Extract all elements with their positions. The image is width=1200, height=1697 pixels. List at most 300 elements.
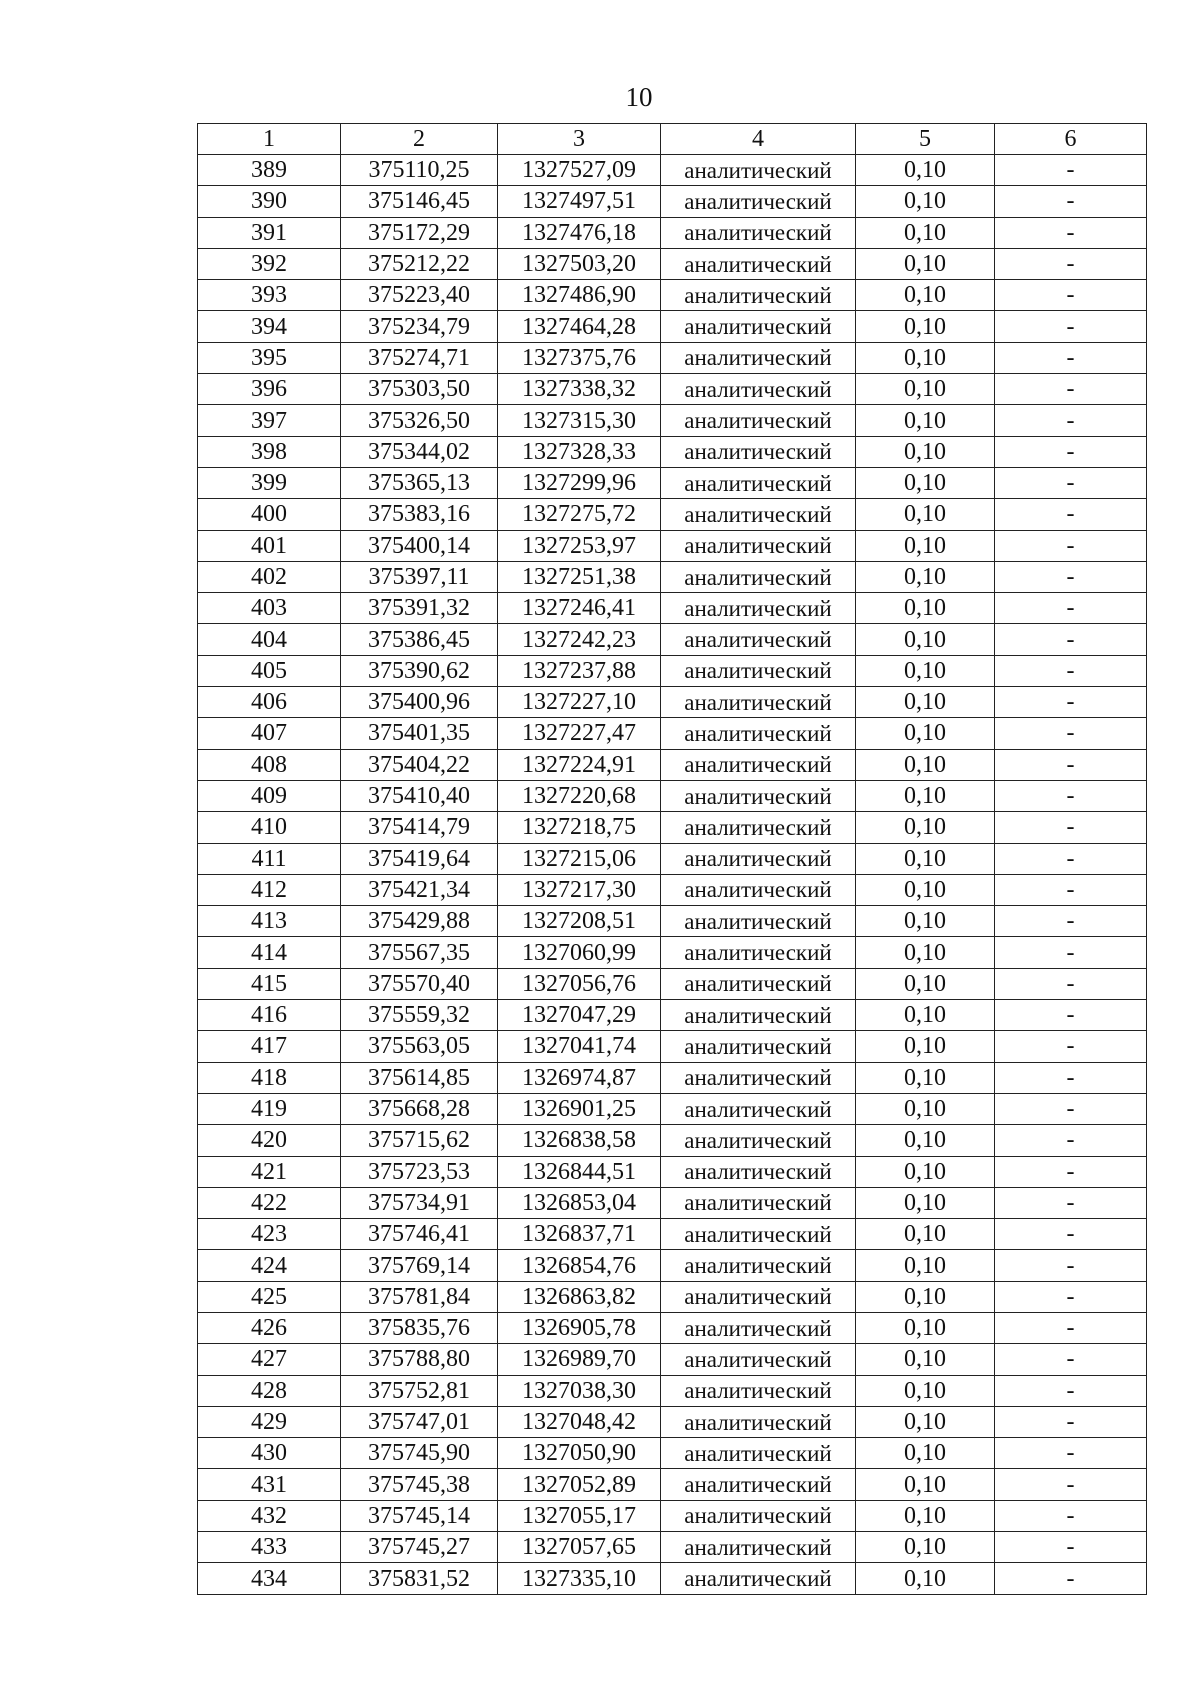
y-coordinate-cell: 1326974,87 [498,1062,661,1093]
y-coordinate-cell: 1327486,90 [498,280,661,311]
description-cell: - [995,906,1147,937]
point-number-cell: 426 [198,1312,341,1343]
description-cell: - [995,1312,1147,1343]
y-coordinate-cell: 1327038,30 [498,1375,661,1406]
y-coordinate-cell: 1327048,42 [498,1406,661,1437]
method-cell: аналитический [661,968,856,999]
x-coordinate-cell: 375429,88 [341,906,498,937]
accuracy-cell: 0,10 [856,186,995,217]
method-cell: аналитический [661,217,856,248]
accuracy-cell: 0,10 [856,374,995,405]
accuracy-cell: 0,10 [856,937,995,968]
y-coordinate-cell: 1327464,28 [498,311,661,342]
accuracy-cell: 0,10 [856,1187,995,1218]
accuracy-cell: 0,10 [856,1156,995,1187]
point-number-cell: 428 [198,1375,341,1406]
x-coordinate-cell: 375567,35 [341,937,498,968]
table-row [198,1125,1147,1156]
point-number-cell: 413 [198,906,341,937]
method-cell: аналитический [661,374,856,405]
table-row [198,405,1147,436]
table-row [198,186,1147,217]
table-row [198,1250,1147,1281]
point-number-cell: 394 [198,311,341,342]
x-coordinate-cell: 375747,01 [341,1406,498,1437]
method-cell: аналитический [661,1532,856,1563]
x-coordinate-cell: 375223,40 [341,280,498,311]
description-cell: - [995,1438,1147,1469]
table-row [198,1469,1147,1500]
method-cell: аналитический [661,1281,856,1312]
table-row [198,1406,1147,1437]
table-row [198,467,1147,498]
point-number-cell: 392 [198,248,341,279]
x-coordinate-cell: 375715,62 [341,1125,498,1156]
method-cell: аналитический [661,874,856,905]
y-coordinate-cell: 1326989,70 [498,1344,661,1375]
description-cell: - [995,1093,1147,1124]
accuracy-cell: 0,10 [856,1125,995,1156]
x-coordinate-cell: 375421,34 [341,874,498,905]
x-coordinate-cell: 375386,45 [341,624,498,655]
y-coordinate-cell: 1327224,91 [498,749,661,780]
method-cell: аналитический [661,1250,856,1281]
point-number-cell: 391 [198,217,341,248]
y-coordinate-cell: 1327056,76 [498,968,661,999]
y-coordinate-cell: 1327527,09 [498,155,661,186]
point-number-cell: 410 [198,812,341,843]
x-coordinate-cell: 375326,50 [341,405,498,436]
description-cell: - [995,1406,1147,1437]
table-row [198,1062,1147,1093]
point-number-cell: 419 [198,1093,341,1124]
x-coordinate-cell: 375365,13 [341,467,498,498]
description-cell: - [995,280,1147,311]
accuracy-cell: 0,10 [856,1000,995,1031]
y-coordinate-cell: 1326853,04 [498,1187,661,1218]
method-cell: аналитический [661,624,856,655]
x-coordinate-cell: 375172,29 [341,217,498,248]
x-coordinate-cell: 375146,45 [341,186,498,217]
table-row [198,280,1147,311]
y-coordinate-cell: 1326854,76 [498,1250,661,1281]
accuracy-cell: 0,10 [856,749,995,780]
description-cell: - [995,1187,1147,1218]
point-number-cell: 390 [198,186,341,217]
x-coordinate-cell: 375734,91 [341,1187,498,1218]
table-row [198,624,1147,655]
y-coordinate-cell: 1327503,20 [498,248,661,279]
y-coordinate-cell: 1327237,88 [498,655,661,686]
accuracy-cell: 0,10 [856,1344,995,1375]
table-row [198,1438,1147,1469]
description-cell: - [995,655,1147,686]
method-cell: аналитический [661,1406,856,1437]
table-row [198,968,1147,999]
method-cell: аналитический [661,1375,856,1406]
table-row [198,843,1147,874]
accuracy-cell: 0,10 [856,499,995,530]
point-number-cell: 433 [198,1532,341,1563]
accuracy-cell: 0,10 [856,248,995,279]
point-number-cell: 395 [198,342,341,373]
description-cell: - [995,1000,1147,1031]
x-coordinate-cell: 375400,96 [341,687,498,718]
method-cell: аналитический [661,1062,856,1093]
description-cell: - [995,937,1147,968]
point-number-cell: 425 [198,1281,341,1312]
x-coordinate-cell: 375769,14 [341,1250,498,1281]
point-number-cell: 404 [198,624,341,655]
table-row [198,1219,1147,1250]
table-row [198,1375,1147,1406]
point-number-cell: 431 [198,1469,341,1500]
method-cell: аналитический [661,1093,856,1124]
point-number-cell: 416 [198,1000,341,1031]
description-cell: - [995,1344,1147,1375]
point-number-cell: 409 [198,780,341,811]
y-coordinate-cell: 1326901,25 [498,1093,661,1124]
x-coordinate-cell: 375391,32 [341,593,498,624]
point-number-cell: 421 [198,1156,341,1187]
table-row [198,1312,1147,1343]
accuracy-cell: 0,10 [856,530,995,561]
method-cell: аналитический [661,1125,856,1156]
x-coordinate-cell: 375668,28 [341,1093,498,1124]
y-coordinate-cell: 1327220,68 [498,780,661,811]
description-cell: - [995,436,1147,467]
description-cell: - [995,499,1147,530]
table-row [198,436,1147,467]
point-number-cell: 424 [198,1250,341,1281]
accuracy-cell: 0,10 [856,687,995,718]
description-cell: - [995,1563,1147,1594]
accuracy-cell: 0,10 [856,1438,995,1469]
x-coordinate-cell: 375723,53 [341,1156,498,1187]
x-coordinate-cell: 375745,90 [341,1438,498,1469]
x-coordinate-cell: 375274,71 [341,342,498,373]
point-number-cell: 434 [198,1563,341,1594]
point-number-cell: 389 [198,155,341,186]
y-coordinate-cell: 1327055,17 [498,1500,661,1531]
method-cell: аналитический [661,1438,856,1469]
y-coordinate-cell: 1326844,51 [498,1156,661,1187]
description-cell: - [995,687,1147,718]
accuracy-cell: 0,10 [856,1532,995,1563]
y-coordinate-cell: 1327335,10 [498,1563,661,1594]
method-cell: аналитический [661,561,856,592]
x-coordinate-cell: 375383,16 [341,499,498,530]
x-coordinate-cell: 375401,35 [341,718,498,749]
accuracy-cell: 0,10 [856,906,995,937]
method-cell: аналитический [661,1469,856,1500]
y-coordinate-cell: 1327227,47 [498,718,661,749]
accuracy-cell: 0,10 [856,342,995,373]
description-cell: - [995,1062,1147,1093]
x-coordinate-cell: 375752,81 [341,1375,498,1406]
description-cell: - [995,530,1147,561]
method-cell: аналитический [661,1219,856,1250]
description-cell: - [995,561,1147,592]
description-cell: - [995,812,1147,843]
method-cell: аналитический [661,687,856,718]
method-cell: аналитический [661,186,856,217]
y-coordinate-cell: 1327215,06 [498,843,661,874]
x-coordinate-cell: 375344,02 [341,436,498,467]
point-number-cell: 396 [198,374,341,405]
y-coordinate-cell: 1327242,23 [498,624,661,655]
accuracy-cell: 0,10 [856,217,995,248]
description-cell: - [995,1281,1147,1312]
description-cell: - [995,1156,1147,1187]
x-coordinate-cell: 375410,40 [341,780,498,811]
accuracy-cell: 0,10 [856,1563,995,1594]
point-number-cell: 415 [198,968,341,999]
method-cell: аналитический [661,530,856,561]
x-coordinate-cell: 375745,38 [341,1469,498,1500]
point-number-cell: 429 [198,1406,341,1437]
x-coordinate-cell: 375419,64 [341,843,498,874]
accuracy-cell: 0,10 [856,874,995,905]
table-row [198,1187,1147,1218]
table-row [198,749,1147,780]
point-number-cell: 422 [198,1187,341,1218]
accuracy-cell: 0,10 [856,780,995,811]
table-row [198,780,1147,811]
y-coordinate-cell: 1327208,51 [498,906,661,937]
table-row [198,655,1147,686]
y-coordinate-cell: 1327275,72 [498,499,661,530]
table-row [198,593,1147,624]
table-row [198,1500,1147,1531]
point-number-cell: 417 [198,1031,341,1062]
method-cell: аналитический [661,280,856,311]
y-coordinate-cell: 1327328,33 [498,436,661,467]
description-cell: - [995,1031,1147,1062]
y-coordinate-cell: 1327047,29 [498,1000,661,1031]
method-cell: аналитический [661,1500,856,1531]
point-number-cell: 397 [198,405,341,436]
x-coordinate-cell: 375835,76 [341,1312,498,1343]
method-cell: аналитический [661,1187,856,1218]
table-row [198,217,1147,248]
x-coordinate-cell: 375397,11 [341,561,498,592]
point-number-cell: 420 [198,1125,341,1156]
description-cell: - [995,155,1147,186]
method-cell: аналитический [661,1563,856,1594]
description-cell: - [995,467,1147,498]
x-coordinate-cell: 375400,14 [341,530,498,561]
table-row [198,1156,1147,1187]
x-coordinate-cell: 375570,40 [341,968,498,999]
column-header-y: 3 [498,124,661,155]
table-row [198,499,1147,530]
point-number-cell: 411 [198,843,341,874]
x-coordinate-cell: 375404,22 [341,749,498,780]
x-coordinate-cell: 375788,80 [341,1344,498,1375]
point-number-cell: 400 [198,499,341,530]
y-coordinate-cell: 1327217,30 [498,874,661,905]
y-coordinate-cell: 1327057,65 [498,1532,661,1563]
y-coordinate-cell: 1326905,78 [498,1312,661,1343]
page-number: 10 [625,82,653,112]
x-coordinate-cell: 375781,84 [341,1281,498,1312]
method-cell: аналитический [661,780,856,811]
table-row [198,874,1147,905]
y-coordinate-cell: 1327060,99 [498,937,661,968]
y-coordinate-cell: 1327253,97 [498,530,661,561]
table-row [198,342,1147,373]
x-coordinate-cell: 375303,50 [341,374,498,405]
description-cell: - [995,1125,1147,1156]
accuracy-cell: 0,10 [856,1093,995,1124]
y-coordinate-cell: 1327476,18 [498,217,661,248]
table-row [198,1281,1147,1312]
table-row [198,687,1147,718]
description-cell: - [995,1469,1147,1500]
table-row [198,155,1147,186]
description-cell: - [995,342,1147,373]
accuracy-cell: 0,10 [856,1469,995,1500]
method-cell: аналитический [661,405,856,436]
method-cell: аналитический [661,812,856,843]
point-number-cell: 418 [198,1062,341,1093]
table-row [198,1093,1147,1124]
accuracy-cell: 0,10 [856,624,995,655]
x-coordinate-cell: 375212,22 [341,248,498,279]
method-cell: аналитический [661,1156,856,1187]
point-number-cell: 412 [198,874,341,905]
x-coordinate-cell: 375563,05 [341,1031,498,1062]
y-coordinate-cell: 1326837,71 [498,1219,661,1250]
description-cell: - [995,1532,1147,1563]
point-number-cell: 401 [198,530,341,561]
y-coordinate-cell: 1327338,32 [498,374,661,405]
description-cell: - [995,1375,1147,1406]
method-cell: аналитический [661,593,856,624]
x-coordinate-cell: 375614,85 [341,1062,498,1093]
table-row [198,561,1147,592]
accuracy-cell: 0,10 [856,467,995,498]
accuracy-cell: 0,10 [856,1500,995,1531]
x-coordinate-cell: 375831,52 [341,1563,498,1594]
accuracy-cell: 0,10 [856,593,995,624]
accuracy-cell: 0,10 [856,1031,995,1062]
y-coordinate-cell: 1327041,74 [498,1031,661,1062]
description-cell: - [995,718,1147,749]
description-cell: - [995,1500,1147,1531]
x-coordinate-cell: 375234,79 [341,311,498,342]
method-cell: аналитический [661,718,856,749]
description-cell: - [995,593,1147,624]
point-number-cell: 414 [198,937,341,968]
column-header-method: 4 [661,124,856,155]
description-cell: - [995,405,1147,436]
method-cell: аналитический [661,1031,856,1062]
y-coordinate-cell: 1327375,76 [498,342,661,373]
column-header-point-number: 1 [198,124,341,155]
table-row [198,718,1147,749]
table-row [198,1532,1147,1563]
point-number-cell: 402 [198,561,341,592]
method-cell: аналитический [661,906,856,937]
accuracy-cell: 0,10 [856,405,995,436]
method-cell: аналитический [661,467,856,498]
y-coordinate-cell: 1327299,96 [498,467,661,498]
table-row [198,1000,1147,1031]
column-header-accuracy: 5 [856,124,995,155]
description-cell: - [995,874,1147,905]
method-cell: аналитический [661,843,856,874]
point-number-cell: 423 [198,1219,341,1250]
point-number-cell: 427 [198,1344,341,1375]
method-cell: аналитический [661,655,856,686]
accuracy-cell: 0,10 [856,718,995,749]
description-cell: - [995,624,1147,655]
accuracy-cell: 0,10 [856,155,995,186]
description-cell: - [995,1219,1147,1250]
y-coordinate-cell: 1326863,82 [498,1281,661,1312]
method-cell: аналитический [661,436,856,467]
point-number-cell: 430 [198,1438,341,1469]
table-row [198,530,1147,561]
method-cell: аналитический [661,937,856,968]
table-row [198,906,1147,937]
y-coordinate-cell: 1327251,38 [498,561,661,592]
point-number-cell: 407 [198,718,341,749]
table-row [198,374,1147,405]
column-header-x: 2 [341,124,498,155]
accuracy-cell: 0,10 [856,436,995,467]
accuracy-cell: 0,10 [856,1406,995,1437]
table-row [198,311,1147,342]
method-cell: аналитический [661,342,856,373]
table-row [198,937,1147,968]
method-cell: аналитический [661,1344,856,1375]
point-number-cell: 398 [198,436,341,467]
x-coordinate-cell: 375559,32 [341,1000,498,1031]
table-body [198,155,1147,1595]
description-cell: - [995,311,1147,342]
method-cell: аналитический [661,749,856,780]
accuracy-cell: 0,10 [856,561,995,592]
column-header-description: 6 [995,124,1147,155]
accuracy-cell: 0,10 [856,843,995,874]
point-number-cell: 393 [198,280,341,311]
description-cell: - [995,374,1147,405]
table-row [198,812,1147,843]
accuracy-cell: 0,10 [856,655,995,686]
x-coordinate-cell: 375390,62 [341,655,498,686]
description-cell: - [995,1250,1147,1281]
description-cell: - [995,968,1147,999]
accuracy-cell: 0,10 [856,280,995,311]
accuracy-cell: 0,10 [856,968,995,999]
point-number-cell: 399 [198,467,341,498]
x-coordinate-cell: 375745,14 [341,1500,498,1531]
description-cell: - [995,248,1147,279]
coordinates-table [197,123,1147,1595]
y-coordinate-cell: 1327218,75 [498,812,661,843]
accuracy-cell: 0,10 [856,1250,995,1281]
method-cell: аналитический [661,311,856,342]
description-cell: - [995,186,1147,217]
accuracy-cell: 0,10 [856,1375,995,1406]
y-coordinate-cell: 1327052,89 [498,1469,661,1500]
x-coordinate-cell: 375414,79 [341,812,498,843]
description-cell: - [995,217,1147,248]
method-cell: аналитический [661,499,856,530]
